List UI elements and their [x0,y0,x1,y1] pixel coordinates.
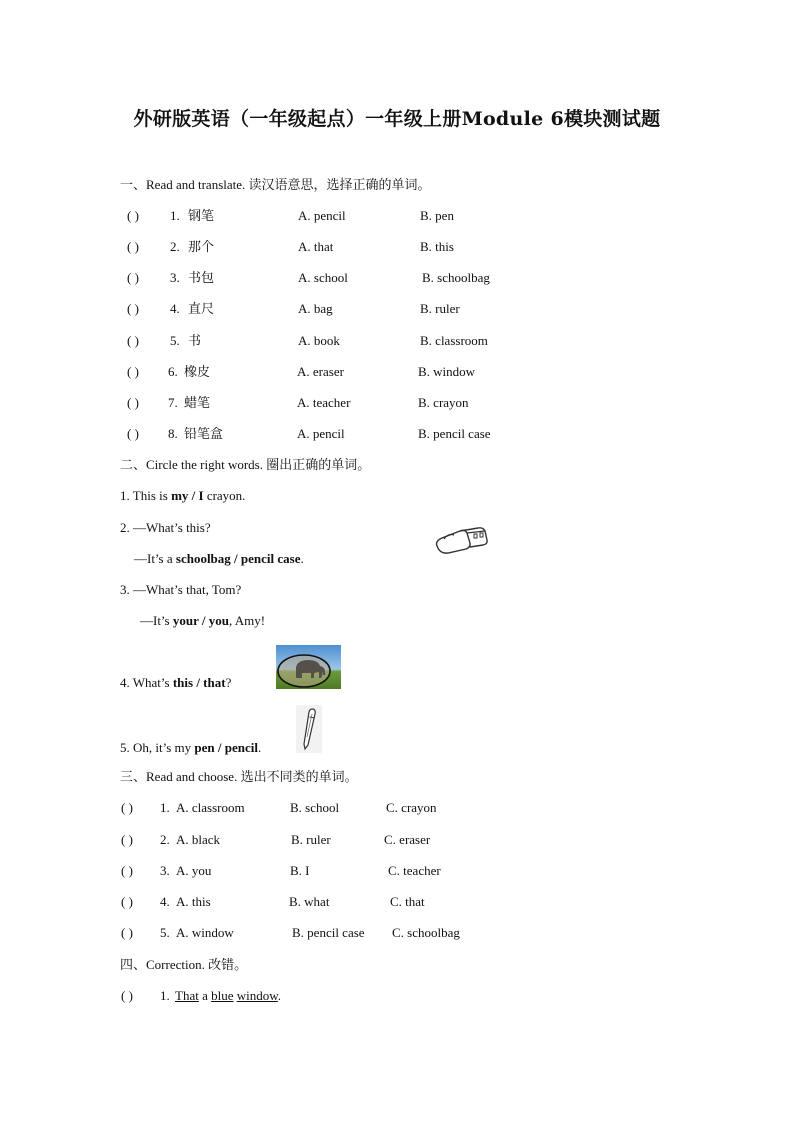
question-text: 4. What’s [120,675,173,690]
option-c: C. that [390,894,425,909]
page-title: 外研版英语（一年级起点）一年级上册Module 6模块测试题 [133,108,661,130]
option-a: A. eraser [297,364,344,379]
answer-blank[interactable]: ( ) [127,208,139,223]
question-text: . [257,740,262,755]
option-a: A. you [176,863,212,878]
question-text: ? [225,675,232,690]
question-text: —It’s a [134,551,176,566]
pen-picture [296,705,322,753]
item-number: 5. [160,925,170,940]
item-number: 7. [168,395,178,410]
item-chinese: 钢笔 [188,208,215,223]
option-a: A. that [298,239,334,254]
option-b: B. pencil case [418,426,491,441]
answer-blank[interactable]: ( ) [121,832,133,847]
question-text: . [300,551,304,566]
option-b: B. what [289,894,330,909]
underlined-word: blue [211,988,234,1003]
answer-blank[interactable]: ( ) [127,333,139,348]
option-b: B. ruler [420,301,460,316]
option-a: A. teacher [297,395,351,410]
item-number: 4. [170,301,180,316]
underlined-word: window [236,988,278,1003]
section1-heading: 一、Read and translate. 读汉语意思，选择正确的单词。 [120,177,431,192]
choice-words[interactable]: this / that [172,675,226,690]
item-number: 1. [160,988,170,1003]
choice-words[interactable]: my / I [171,488,204,503]
question-text: —It’s [140,613,173,628]
option-c: C. schoolbag [392,925,460,940]
choice-words[interactable]: your / you [172,613,229,628]
item-number: 5. [170,333,180,348]
option-b: B. crayon [418,395,469,410]
sentence-text: . [277,988,282,1003]
option-a: A. book [298,333,340,348]
item-chinese: 那个 [188,239,215,254]
option-a: A. pencil [298,208,346,223]
answer-blank[interactable]: ( ) [127,239,139,254]
question-3-line-2 [140,612,265,630]
answer-blank[interactable]: ( ) [127,426,139,441]
question-text: crayon. [203,488,246,503]
item-number: 8. [168,426,178,441]
option-c: C. eraser [384,832,431,847]
sentence-text: a [198,988,212,1003]
option-b: B. pen [420,208,454,223]
item-number: 1. [170,208,180,223]
option-a: A. window [176,925,234,940]
option-b: B. schoolbag [422,270,490,285]
item-number: 1. [160,800,170,815]
item-chinese: 书包 [188,270,215,285]
item-number: 3. [160,863,170,878]
item-number: 2. [160,832,170,847]
item-number: 2. [170,239,180,254]
option-b: B. classroom [420,333,488,348]
answer-blank[interactable]: ( ) [121,800,133,815]
question-4 [120,674,231,692]
answer-blank[interactable]: ( ) [121,988,133,1003]
option-a: A. bag [298,301,333,316]
option-a: A. classroom [176,800,245,815]
option-b: B. school [290,800,340,815]
answer-blank[interactable]: ( ) [127,270,139,285]
item-number: 4. [160,894,170,909]
option-c: C. teacher [388,863,441,878]
question-2-line-1: 2. —What’s this? [120,520,211,535]
answer-blank[interactable]: ( ) [127,364,139,379]
question-5 [120,739,261,757]
correction-sentence [175,987,281,1005]
choice-words[interactable]: schoolbag / pencil case [175,551,301,566]
section2-heading: 二、Circle the right words. 圈出正确的单词。 [120,457,371,472]
underlined-word: That [175,988,199,1003]
question-3-line-1: 3. —What’s that, Tom? [120,582,242,597]
answer-blank[interactable]: ( ) [127,301,139,316]
section4-heading: 四、Correction. 改错。 [120,957,248,972]
answer-blank[interactable]: ( ) [121,894,133,909]
question-text: , Amy! [228,613,266,628]
question-1 [120,487,245,505]
item-chinese: 橡皮 [184,364,211,379]
elephant-picture [276,645,341,689]
item-number: 6. [168,364,178,379]
option-c: C. crayon [386,800,437,815]
option-a: A. pencil [297,426,345,441]
option-b: B. window [418,364,476,379]
answer-blank[interactable]: ( ) [121,863,133,878]
item-number: 3. [170,270,180,285]
option-b: B. I [290,863,310,878]
item-chinese: 铅笔盒 [184,426,224,441]
section3-heading: 三、Read and choose. 选出不同类的单词。 [120,769,358,784]
option-a: A. black [176,832,221,847]
choice-words[interactable]: pen / pencil [194,740,258,755]
option-b: B. ruler [291,832,331,847]
item-chinese: 蜡笔 [184,395,211,410]
option-a: A. this [176,894,211,909]
item-chinese: 书 [188,333,202,348]
answer-blank[interactable]: ( ) [127,395,139,410]
item-chinese: 直尺 [188,301,215,316]
option-b: B. this [420,239,454,254]
question-text: 1. This is [120,488,172,503]
option-b: B. pencil case [292,925,365,940]
answer-blank[interactable]: ( ) [121,925,133,940]
schoolbag-picture [434,525,488,555]
question-text: 5. Oh, it’s my [120,740,195,755]
option-a: A. school [298,270,348,285]
question-2-line-2 [134,550,304,568]
